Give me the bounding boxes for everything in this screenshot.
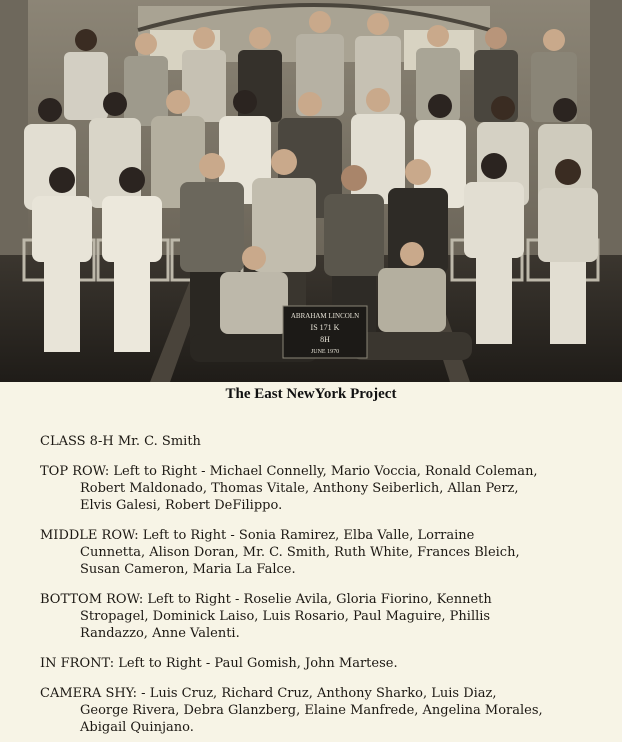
class-roster: [40, 433, 600, 736]
bottom-row-line-1: BOTTOM ROW: Left to Right - Roselie Avila, Gloria Fiorino, Kenneth: [40, 592, 492, 607]
sign-line-school: ABRAHAM LINCOLN: [290, 312, 360, 320]
middle-row-line-3: Susan Cameron, Maria La Falce.: [80, 562, 296, 577]
bottom-row-line-2: Stropagel, Dominick Laiso, Luis Rosario, Paul Maguire, Phillis: [80, 609, 491, 624]
top-row-line-2: Robert Maldonado, Thomas Vitale, Anthony Seiberlich, Allan Perz,: [80, 481, 519, 496]
top-row-line-3: Elvis Galesi, Robert DeFilippo.: [80, 498, 283, 513]
camera-shy-line-1: CAMERA SHY: - Luis Cruz, Richard Cruz, Anthony Sharko, Luis Diaz,: [40, 686, 497, 701]
photo-caption: The East NewYork Project: [225, 386, 397, 402]
camera-shy-line-2: George Rivera, Debra Glanzberg, Elaine Manfrede, Angelina Morales,: [80, 703, 543, 718]
sign-line-class: 8H: [320, 335, 330, 344]
in-front-entry: [40, 655, 600, 672]
middle-row-line-2: Cunnetta, Alison Doran, Mr. C. Smith, Ruth White, Frances Bleich,: [80, 545, 520, 560]
in-front-line-1: IN FRONT: Left to Right - Paul Gomish, John Martese.: [40, 656, 398, 671]
bottom-row-line-3: Randazzo, Anne Valenti.: [80, 626, 240, 641]
camera-shy-line-3: Abigail Quinjano.: [80, 720, 194, 735]
sign-line-school-code: IS 171 K: [310, 323, 340, 332]
bottom-row-entry: [40, 591, 600, 642]
class-sign: [283, 306, 367, 358]
top-row-entry: [40, 463, 600, 514]
camera-shy-entry: [40, 685, 600, 736]
middle-row-line-1: MIDDLE ROW: Left to Right - Sonia Ramirez, Elba Valle, Lorraine: [40, 528, 475, 543]
sign-line-date: JUNE 1970: [310, 349, 340, 355]
class-heading: CLASS 8-H Mr. C. Smith: [40, 434, 201, 449]
middle-row-entry: [40, 527, 600, 578]
top-row-line-1: TOP ROW: Left to Right - Michael Connelly, Mario Voccia, Ronald Coleman,: [40, 464, 538, 479]
